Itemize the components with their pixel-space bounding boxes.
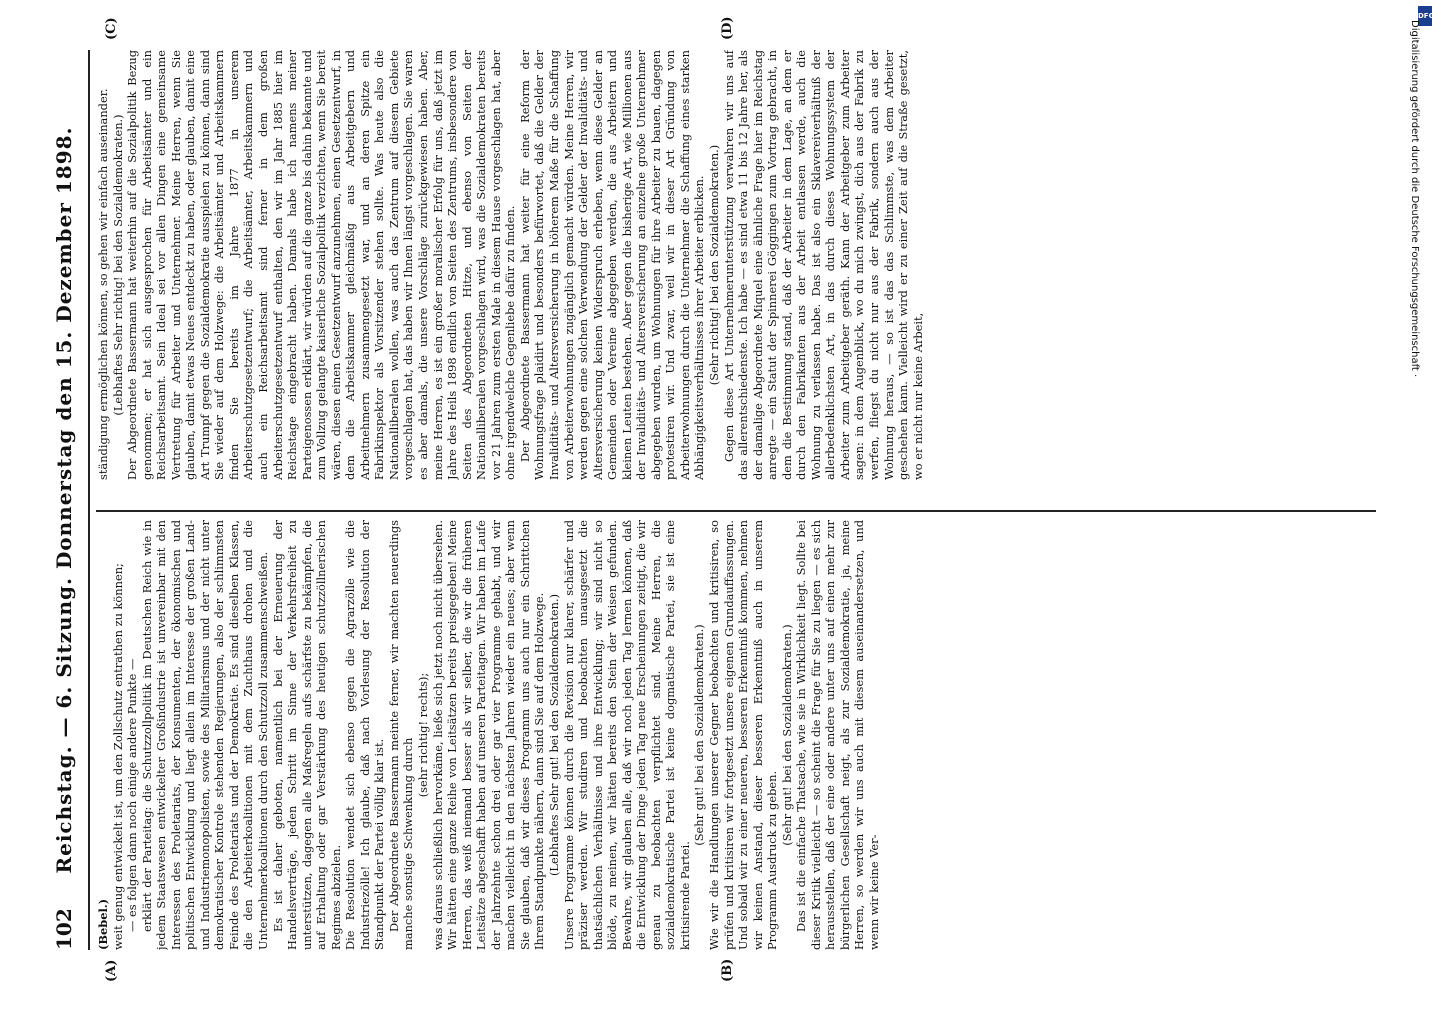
right-interjection: (Sehr richtig! bei den Sozialdemokraten.) — [706, 144, 721, 386]
left-interjection: (Lebhaftes Sehr gut! bei den Sozialdemokraten.) — [546, 593, 561, 877]
margin-marker-b: (B) — [720, 958, 735, 982]
right-paragraph: Der Abgeordnete Bassermann hat weiterhin auf die Sozialpolitik Bezug genommen; er hat sich ausgesprochen für Arbeitsämter und ein Reichsarbeitsamt. Sein Ideal sei vor allen Dingen eine gemeinsame Vertretung für Arbeiter und Unternehmer. Meine Herren, wenn Sie glauben, damit etwas Neues entdeckt zu haben, oder glauben, damit eine Art Trumpf gegen die Sozialdemokratie ausspielen zu können, dann sind Sie wieder auf dem Holzwege: die Arbeitsämter und Arbeitskammern finden Sie bereits im Jahre 1877 in unserem Arbeiterschutzgesetzentwurf; die Arbeitsämter, Arbeitskammern und auch ein Reichsarbeitsamt sind ferner in dem großen Arbeiterschutzgesetzentwurf enthalten, den wir im Jahr 1885 hier im Reichstage eingebracht haben. Damals habe ich namens meiner Parteigenossen erklärt, wir würden auf die ganze bis dahin bekannte und zum Vollzug gelangte kaiserliche Sozialpolitik verzichten, wenn Sie bereit wären, diesen einen Gesetzentwurf anzunehmen, einen Gesetzentwurf, in dem die Arbeitskammer gleichmäßig aus Arbeitgebern und Arbeitnehmern zusammengesetzt war, und an deren Spitze ein Fabrikinspektor als Vorsitzender stehen sollte. Was heute also die Nationalliberalen wollen, was auch das Zentrum auf diesem Gebiete vorgeschlagen hat, das haben wir Ihnen längst vorgeschlagen. Sie waren es aber damals, die unsere Vorschläge zurückgewiesen haben. Aber, meine Herren, es ist ein großer moralischer Erfolg für uns, daß jetzt im Jahre des Heils 1898 endlich von Seiten des Zentrums, insbesondere von Seiten des Abgeordneten Hitze, und ebenso von Seiten der Nationalliberalen vorgeschlagen wird, was die Sozialdemokraten bereits vor 21 Jahren zum ersten Male in diesem Hause vorgeschlagen hat, aber ohne irgendwelche Gegenliebe dafür zu finden. — [125, 50, 518, 480]
margin-marker-c: (C) — [104, 17, 119, 40]
left-paragraph: Das ist die einfache Thatsache, wie sie in Wirklichkeit liegt. Sollte bei dieser Kritik vielleicht — so scheint die Frage für Sie zu liegen — es sich herausstellen, daß der eine oder andere unter uns auf einen mehr zur bürgerlichen Gesellschaft neigt, als zur Sozialdemokratie, ja, meine Herren, so werden wir uns auch mit diesem auseinandersetzen, und wenn wir keine Ver- — [794, 520, 881, 950]
left-column — [96, 520, 1396, 950]
margin-marker-a: (A) — [104, 959, 119, 982]
left-interjection: (Sehr gut! bei den Sozialdemokraten.) — [692, 624, 707, 846]
left-interjection: (Sehr gut! bei den Sozialdemokraten.) — [779, 624, 794, 846]
header-rule — [88, 50, 90, 950]
left-paragraph: was daraus schließlich hervorkäme, ließe sich jetzt noch nicht übersehen. Wir hätten eine ganze Reihe von Leitsätzen bereits preisgegeben! Meine Herren, das weiß niemand besser als wir selber, die wir die früheren Leitsätze abgeschafft haben auf unseren Parteitagen. Wir haben im Laufe der Jahrzehnte schon drei oder gar vier Programme gehabt, und wir machen vielleicht in den nächsten Jahren wieder ein neues; aber wenn Sie glauben, daß wir dieses Programm uns auch nur ein Schrittchen Ihrem Standpunkte nähern, dann sind Sie auf dem Holzwege. — [430, 520, 547, 950]
page-number: 102 — [52, 908, 76, 950]
page-header — [48, 50, 84, 950]
left-paragraph: erklärt der Parteitag: die Schutzzollpolitik im Deutschen Reich wie in jedem Staatswesen entwickelter Großindustrie ist unvereinbar mit den Interessen des Proletariats, der Konsumenten, der ökonomischen und politischen Entwicklung und liegt allein im Interesse der großen Land- und Industriemonopolisten, sowie des Militarismus und der nicht unter demokratischer Kontrole stehenden Regierungen, also der schlimmsten Feinde des Proletariats und der Demokratie. Es sind dieselben Klassen, die den Arbeiterkoalitionen mit dem Zuchthaus drohen und die Unternehmerkoalitionen durch den Schutzzoll zusammenschweißen. — [139, 520, 271, 950]
left-column-body — [111, 520, 882, 950]
left-paragraph: Die Resolution wendet sich ebenso gegen die Agrarzölle wie die Industriezölle! Ich glaube, daß nach Vorlesung der Resolution der Standpunkt der Partei völlig klar ist. — [343, 520, 387, 950]
page-title: Reichstag. — 6. Sitzung. Donnerstag den 15. Dezember 1898. — [52, 126, 76, 874]
funding-note: Digitalisierung gefördert durch die Deutsche Forschungsgemeinschaft · — [1409, 20, 1420, 378]
margin-marker-d: (D) — [720, 16, 735, 40]
left-paragraph: — es folgen dann noch einige andere Punkte — — [125, 658, 140, 932]
left-paragraph: Der Abgeordnete Bassermann meinte ferner, wir machten neuerdings manche sonstige Schwenkung durch — [386, 520, 416, 950]
side-strip — [1409, 0, 1434, 1000]
left-paragraph: Wie wir die Handlungen unserer Gegner beobachten und kritisiren, so prüfen und kritisiren wir fortgesetzt unsere eigenen Grundauffassungen. Und sobald wir zu einer neueren, besseren Erkenntniß kommen, nehmen wir keinen Anstand, dieser besseren Erkenntniß auch in unserem Programm Ausdruck zu geben. — [706, 520, 780, 950]
left-interjection: (sehr richtig! rechts); — [416, 672, 431, 798]
left-paragraph: weit genug entwickelt ist, um den Zollschutz entrathen zu können; — [110, 563, 125, 950]
left-paragraph: Es ist daher geboten, namentlich bei der Erneuerung der Handelsverträge, jeden Schritt im Sinne der Verkehrsfreiheit zu unterstützen, dagegen alle Maßregeln aufs schärfste zu bekämpfen, die auf Erhaltung oder gar Verstärkung des heutigen schutzzöllnerischen Regimes abzielen. — [270, 520, 343, 950]
dfg-logo-icon: DFG — [1418, 6, 1432, 26]
column-divider — [96, 510, 1376, 512]
right-interjection: (Lebhaftes Sehr richtig! bei den Sozialdemokraten.) — [110, 114, 125, 416]
right-paragraph: ständigung ermöglichen können, so gehen wir einfach auseinander. — [96, 88, 110, 480]
speaker-label: (Bebel.) — [96, 898, 110, 950]
right-paragraph: Gegen diese Art Unternehmerunterstützung verwahren wir uns auf das allerentschiedenste. Ich habe — es sind etwa 11 bis 12 Jahre her, als der damalige Abgeordnete Miquel eine ähnliche Frage hier im Reichstag anregte — ein Statut der Spinnerei Göggingen zum Vortrag gebracht, in dem die Bestimmung stand, daß der Arbeiter in dem Lage, an dem er durch den Fabrikanten aus der Arbeit entlassen werde, auch die Wohnung zu verlassen habe. Das ist also ein Sklavereiverhältniß der allerbedenklichsten Art, in das durch dieses Wohnungssystem der Arbeiter zum Arbeitgeber geräth. Kann der Arbeitgeber zum Arbeiter sagen: in dem Augenblick, wo du mich zwingst, dich aus der Fabrik zu werfen, fliegst du nicht nur aus der Fabrik, sondern auch aus der Wohnung heraus, — so ist das das Schlimmste, was dem Arbeiter geschehen kann. Vielleicht wird er zu einer Zeit auf die Straße gesetzt, wo er nicht nur keine Arbeit, — [721, 50, 925, 480]
right-column-body — [96, 50, 925, 480]
left-paragraph: Unsere Programme können durch die Revision nur klarer, schärfer und präziser werden. Wir studiren und beobachten unausgesetzt die thatsächlichen Verhältnisse und ihre Entwicklung; wir sind nicht so blöde, zu meinen, wir hätten bereits den Stein der Weisen gefunden. Bewahre, wir glauben alle, daß wir noch jeden Tag lernen können, daß die Entwicklung der Dinge jeden Tag neue Erscheinungen zeitigt, die wir genau zu beobachten verpflichtet sind. Meine Herren, die sozialdemokratische Partei ist keine dogmatische Partei, sie ist eine kritisirende Partei. — [561, 520, 692, 950]
right-paragraph: Der Abgeordnete Bassermann hat weiter für eine Reform der Wohnungsfrage plaidirt und besonders befürwortet, daß die Gelder der Invaliditäts- und Altersversicherung in höherem Maße für die Schaffung von Arbeiterwohnungen zugänglich gemacht würden. Meine Herren, wir werden gegen eine solchen Verwendung der Gelder der Invaliditäts- und Altersversicherung keinen Widerspruch erheben, wenn diese Gelder an Gemeinden oder Vereine abgegeben werden, die aus Arbeitern und kleinen Leuten bestehen. Aber gegen die bisherige Art, wie Millionen aus der Invaliditäts- und Altersversicherung an einzelne große Unternehmer abgegeben wurden, um Wohnungen für ihre Arbeiter zu bauen, dagegen protestiren wir. Und zwar, weil wir in dieser Art Gründung von Arbeiterwohnungen durch die Unternehmer die Schaffung eines starken Abhängigkeitsverhältnisses ihrer Arbeiter erblicken. — [517, 50, 707, 480]
right-column — [96, 50, 1396, 480]
